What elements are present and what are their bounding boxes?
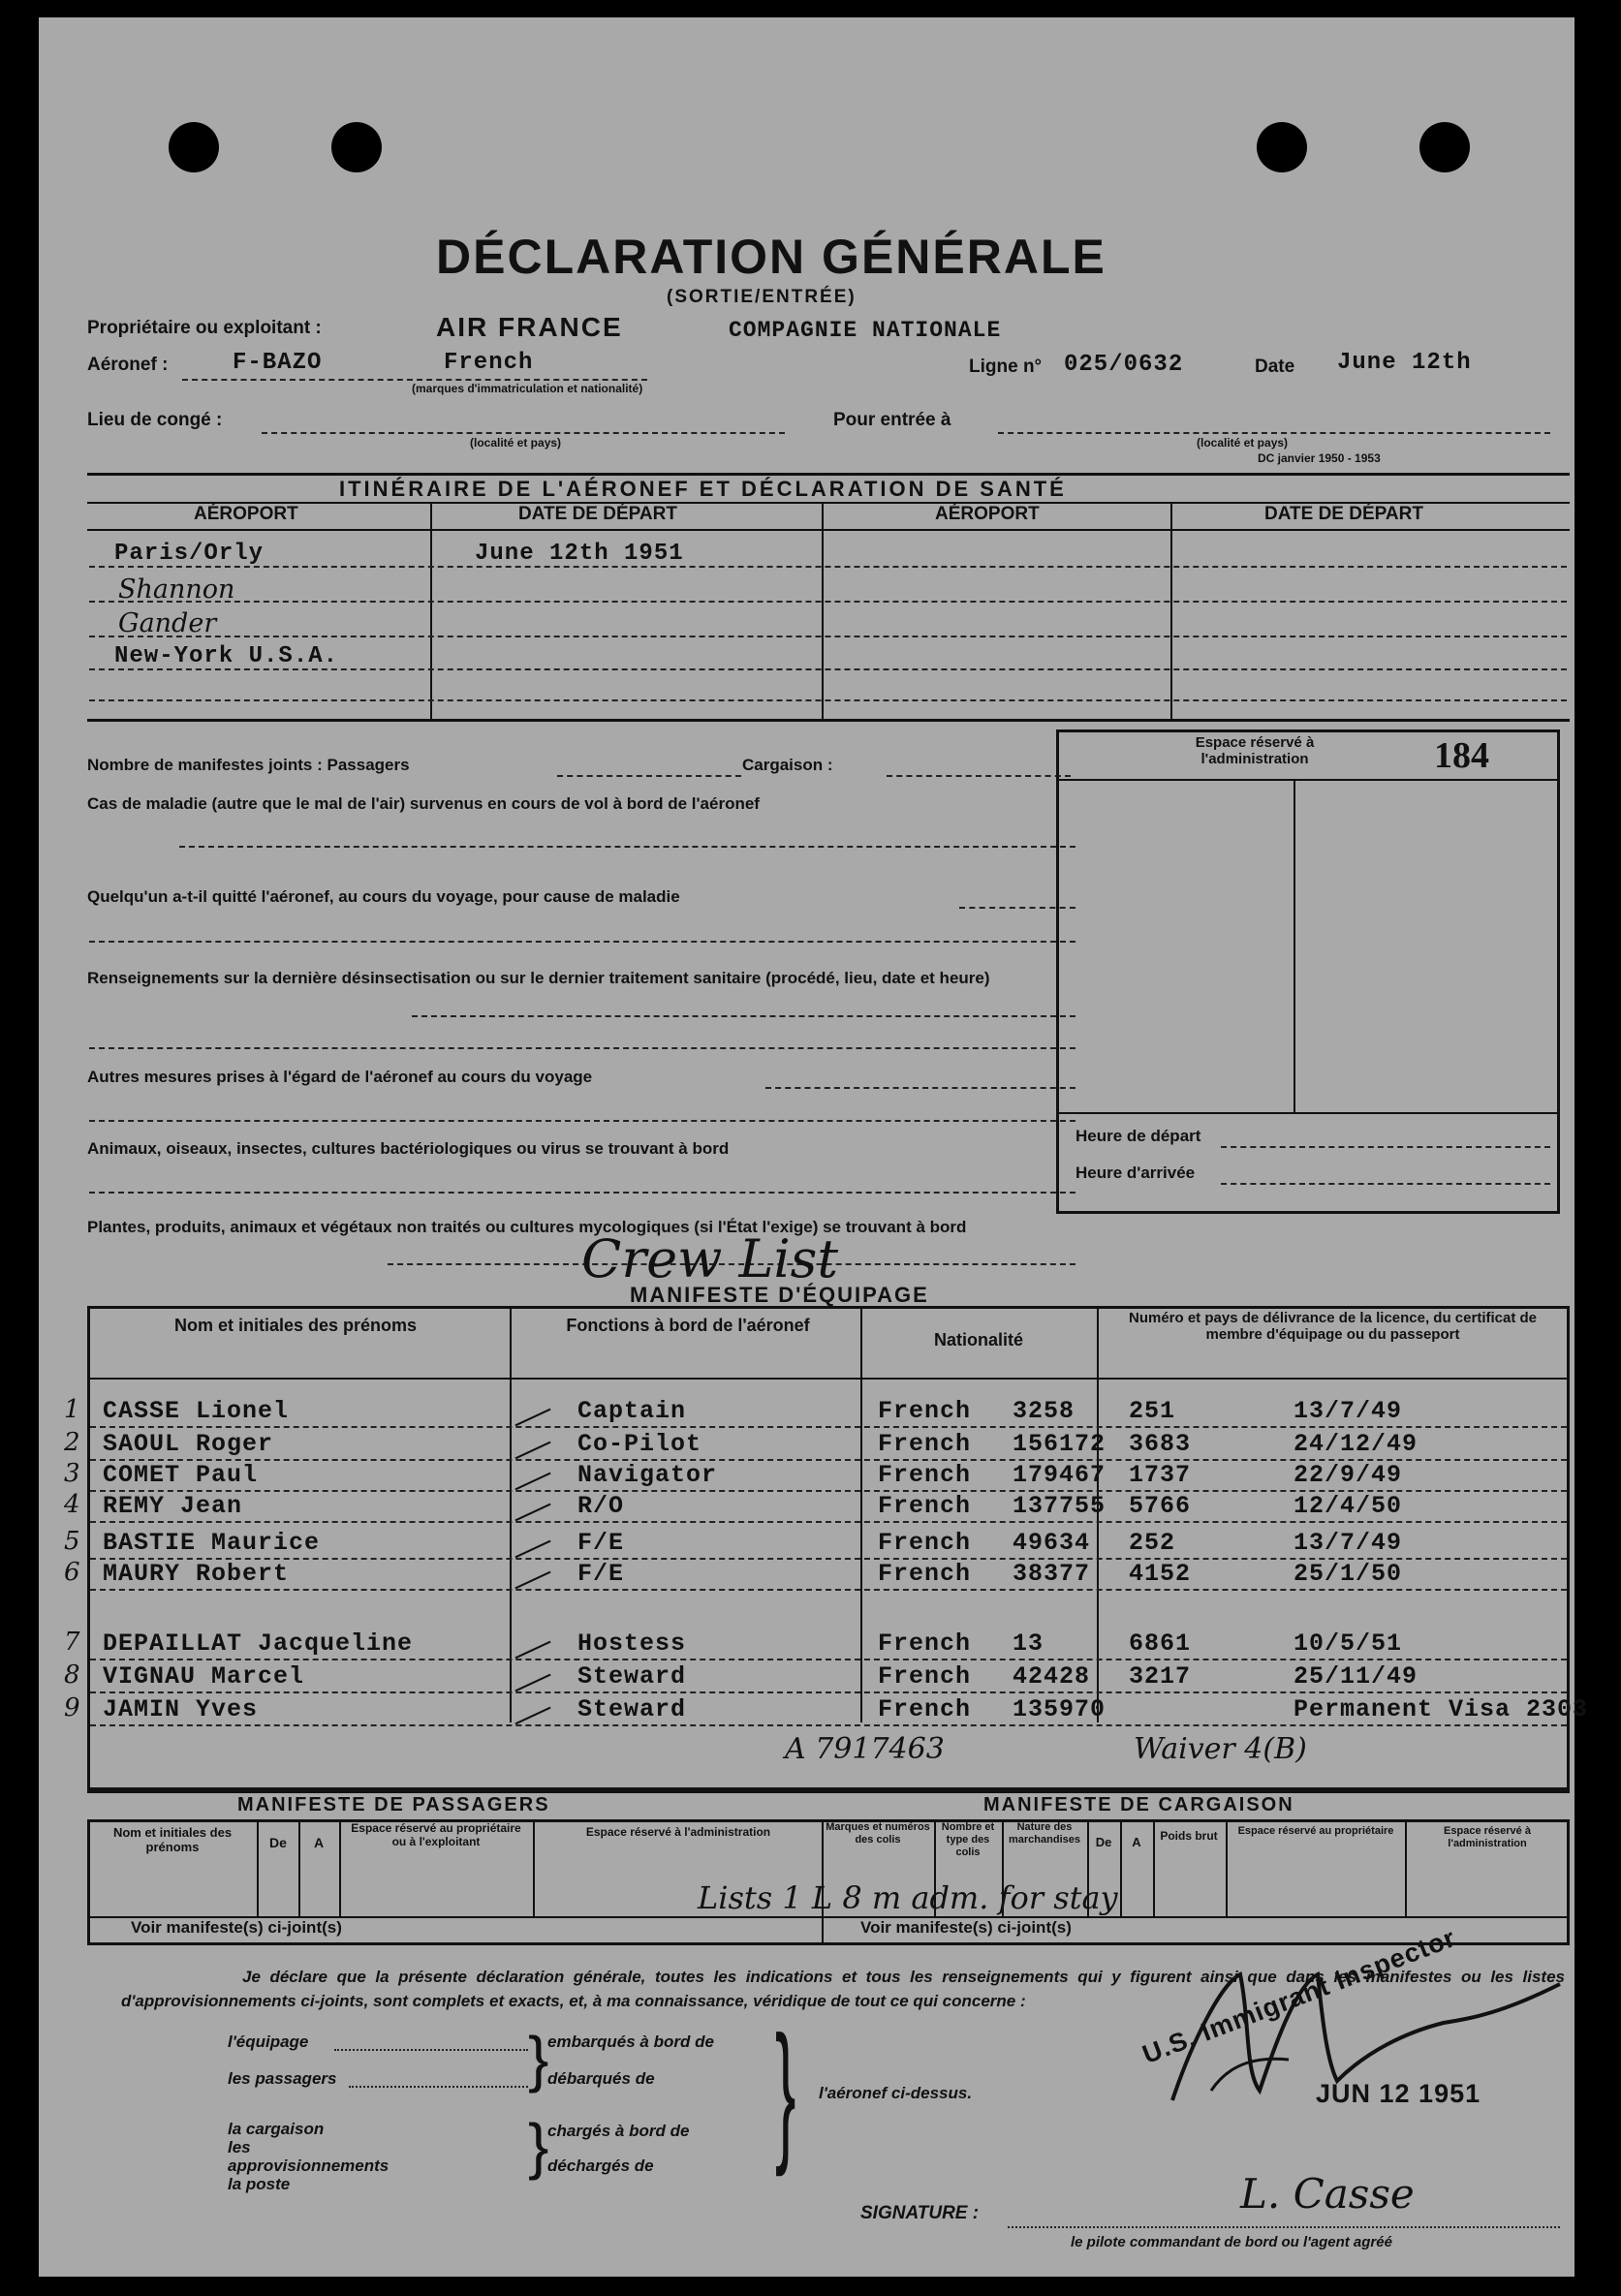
crew-name: DEPAILLAT Jacqueline bbox=[103, 1629, 414, 1658]
crew-license-date: 12/4/50 bbox=[1294, 1492, 1403, 1520]
cargo-col-weight: Poids brut bbox=[1160, 1829, 1218, 1843]
crew-nationality: French bbox=[878, 1629, 972, 1658]
cargo-col-number: Nombre et type des colis bbox=[941, 1821, 995, 1858]
cargo-col-marks: Marques et numéros des colis bbox=[826, 1821, 930, 1846]
crew-col-name: Nom et initiales des prénoms bbox=[173, 1316, 418, 1335]
decl-aircraft: l'aéronef ci-dessus. bbox=[819, 2084, 973, 2102]
pax-col-admin: Espace réservé à l'administration bbox=[585, 1825, 771, 1839]
decl-cargo: la cargaison bbox=[228, 2120, 325, 2138]
decl-supplies: les approvisionnements bbox=[228, 2138, 390, 2175]
crew-col-license: Numéro et pays de délivrance de la licence, du certificat de membre d'équipage ou du passeport bbox=[1129, 1310, 1537, 1343]
departure-label: Lieu de congé : bbox=[87, 410, 223, 430]
crew-license-date: 13/7/49 bbox=[1294, 1397, 1403, 1425]
brace: } bbox=[528, 2111, 549, 2181]
punch-hole bbox=[1257, 122, 1307, 172]
crew-handwritten-note: A 7917463 bbox=[785, 1732, 945, 1766]
signature-note: le pilote commandant de bord ou l'agent agréé bbox=[1071, 2234, 1392, 2250]
crew-col-nationality: Nationalité bbox=[933, 1330, 1023, 1350]
crew-license-number: 6861 bbox=[1129, 1629, 1192, 1658]
form-title: DÉCLARATION GÉNÉRALE bbox=[436, 230, 1107, 284]
crew-number: 42428 bbox=[1013, 1662, 1091, 1691]
itinerary-airport: Paris/Orly bbox=[114, 541, 265, 567]
pax-col-name: Nom et initiales des prénoms bbox=[112, 1825, 233, 1854]
crew-number: 156172 bbox=[1013, 1430, 1107, 1458]
decl-mail: la poste bbox=[228, 2175, 291, 2193]
crew-name: SAOUL Roger bbox=[103, 1430, 274, 1458]
punch-hole bbox=[1419, 122, 1470, 172]
document-page bbox=[39, 17, 1589, 2277]
aircraft-nationality: French bbox=[444, 350, 534, 376]
aircraft-registration: F-BAZO bbox=[233, 350, 323, 376]
col-airport-2: AÉROPORT bbox=[935, 504, 1040, 524]
admin-arrival-time: Heure d'arrivée bbox=[1075, 1164, 1196, 1182]
crew-license-date: 25/11/49 bbox=[1294, 1662, 1418, 1691]
crew-nationality: French bbox=[878, 1560, 972, 1588]
health-question-illness: Cas de maladie (autre que le mal de l'air) survenus en cours de vol à bord de l'aéronef bbox=[87, 794, 760, 813]
crew-license-date: 24/12/49 bbox=[1294, 1430, 1418, 1458]
cargo-handwritten: Lists 1 L 8 m adm. for stay bbox=[698, 1879, 1118, 1916]
crew-row-index: 1 bbox=[64, 1395, 80, 1424]
crew-nationality: French bbox=[878, 1695, 972, 1723]
crew-col-function: Fonctions à bord de l'aéronef bbox=[566, 1316, 810, 1335]
crew-function: F/E bbox=[577, 1560, 625, 1588]
crew-number: 3258 bbox=[1013, 1397, 1075, 1425]
col-departure-date-2: DATE DE DÉPART bbox=[1264, 504, 1423, 524]
line-value: 025/0632 bbox=[1064, 352, 1184, 378]
itinerary-airport: Shannon bbox=[118, 574, 235, 605]
crew-function: Co-Pilot bbox=[577, 1430, 702, 1458]
crew-license-date: 13/7/49 bbox=[1294, 1529, 1403, 1557]
crew-license-date: 25/1/50 bbox=[1294, 1560, 1403, 1588]
health-question-left-aircraft: Quelqu'un a-t-il quitté l'aéronef, au cours du voyage, pour cause de maladie bbox=[87, 887, 680, 906]
crew-function: Hostess bbox=[577, 1629, 687, 1658]
itinerary-airport: Gander bbox=[118, 608, 217, 638]
form-subtitle: (SORTIE/ENTRÉE) bbox=[667, 287, 857, 307]
col-departure-date: DATE DE DÉPART bbox=[518, 504, 677, 524]
stamp-date: JUN 12 1951 bbox=[1316, 2079, 1481, 2108]
punch-hole bbox=[331, 122, 382, 172]
crew-number: 137755 bbox=[1013, 1492, 1107, 1520]
crew-function: F/E bbox=[577, 1529, 625, 1557]
crew-row-index: 7 bbox=[64, 1628, 80, 1657]
crew-license-number: 252 bbox=[1129, 1529, 1176, 1557]
crew-function: R/O bbox=[577, 1492, 625, 1520]
crew-name: REMY Jean bbox=[103, 1492, 243, 1520]
pax-col-owner: Espace réservé au propriétaire ou à l'exploitant bbox=[351, 1821, 521, 1848]
crew-name: COMET Paul bbox=[103, 1461, 259, 1489]
decl-cargo-group bbox=[228, 2120, 390, 2193]
crew-license-number: 4152 bbox=[1129, 1560, 1192, 1588]
decl-unloaded: déchargés de bbox=[547, 2156, 654, 2175]
decl-passengers: les passagers bbox=[228, 2069, 337, 2088]
crew-function: Captain bbox=[577, 1397, 687, 1425]
crew-list-handwritten: Crew List bbox=[581, 1228, 839, 1289]
crew-license-number: 1737 bbox=[1129, 1461, 1192, 1489]
manifests-label: Nombre de manifestes joints : Passagers bbox=[87, 756, 410, 774]
admin-departure-time: Heure de départ bbox=[1075, 1127, 1201, 1145]
crew-row-index: 8 bbox=[64, 1660, 80, 1690]
crew-manifest-title: MANIFESTE D'ÉQUIPAGE bbox=[630, 1283, 929, 1307]
crew-nationality: French bbox=[878, 1492, 972, 1520]
crew-nationality: French bbox=[878, 1430, 972, 1458]
crew-row-index: 5 bbox=[64, 1527, 80, 1556]
crew-row-index: 3 bbox=[64, 1459, 80, 1488]
admin-box-number: 184 bbox=[1434, 735, 1489, 776]
crew-name: CASSE Lionel bbox=[103, 1397, 290, 1425]
crew-number: 135970 bbox=[1013, 1695, 1107, 1723]
crew-number: 179467 bbox=[1013, 1461, 1107, 1489]
crew-row-index: 2 bbox=[64, 1428, 80, 1457]
col-airport: AÉROPORT bbox=[194, 504, 298, 524]
big-brace: } bbox=[775, 2003, 796, 2177]
crew-function: Steward bbox=[577, 1695, 687, 1723]
date-label: Date bbox=[1255, 357, 1295, 377]
passenger-manifest-title: MANIFESTE DE PASSAGERS bbox=[237, 1794, 550, 1815]
pax-col-from: De bbox=[269, 1835, 287, 1850]
itinerary-title: ITINÉRAIRE DE L'AÉRONEF ET DÉCLARATION DE SANTÉ bbox=[339, 477, 1067, 501]
crew-number: 13 bbox=[1013, 1629, 1044, 1658]
cargo-manifest-title: MANIFESTE DE CARGAISON bbox=[983, 1794, 1294, 1815]
date-value: June 12th bbox=[1337, 350, 1472, 376]
line-label: Ligne n° bbox=[969, 357, 1043, 377]
crew-name: VIGNAU Marcel bbox=[103, 1662, 305, 1691]
cargo-col-nature: Nature des marchandises bbox=[1009, 1821, 1080, 1846]
aircraft-label: Aéronef : bbox=[87, 355, 169, 375]
declaration-text: Je déclare que la présente déclaration générale, toutes les indications et tous les renseignements qui y figurent ainsi que dans les manifestes ou les listes d'approvisionnements ci-joints, sont complets et exacts, et, à ma connaissance, véridique de tout ce qui concerne : bbox=[121, 1968, 1565, 2010]
decl-embarked: embarqués à bord de bbox=[547, 2032, 714, 2051]
inspector-signature bbox=[1153, 1945, 1579, 2120]
crew-row-index: 9 bbox=[64, 1693, 80, 1722]
crew-license-number: 5766 bbox=[1129, 1492, 1192, 1520]
health-question-animals: Animaux, oiseaux, insectes, cultures bactériologiques ou virus se trouvant à bord bbox=[87, 1139, 730, 1158]
cargo-col-admin: Espace réservé à l'administration bbox=[1444, 1825, 1531, 1849]
crew-license-date: Permanent Visa 2303 bbox=[1294, 1695, 1589, 1723]
pax-col-to: A bbox=[313, 1835, 325, 1850]
crew-license-date: 10/5/51 bbox=[1294, 1629, 1403, 1658]
crew-name: MAURY Robert bbox=[103, 1560, 290, 1588]
crew-license-number: 3217 bbox=[1129, 1662, 1192, 1691]
inspector-stamp: U.S. Immigrant Inspector bbox=[1138, 1922, 1460, 2070]
entry-note: (localité et pays) bbox=[1197, 436, 1289, 450]
crew-number: 38377 bbox=[1013, 1560, 1091, 1588]
cargo-col-owner: Espace réservé au propriétaire bbox=[1237, 1825, 1394, 1837]
crew-name: JAMIN Yves bbox=[103, 1695, 259, 1723]
crew-nationality: French bbox=[878, 1397, 972, 1425]
departure-note: (localité et pays) bbox=[470, 436, 562, 450]
owner-value: AIR FRANCE bbox=[436, 312, 623, 342]
aircraft-note: (marques d'immatriculation et nationalité) bbox=[412, 382, 643, 395]
crew-handwritten-waiver: Waiver 4(B) bbox=[1134, 1732, 1307, 1766]
decl-crew: l'équipage bbox=[228, 2032, 309, 2051]
decl-loaded: chargés à bord de bbox=[547, 2122, 690, 2140]
cargo-see-manifest: Voir manifeste(s) ci-joint(s) bbox=[860, 1918, 1072, 1937]
owner-label: Propriétaire ou exploitant : bbox=[87, 318, 322, 338]
health-question-plants: Plantes, produits, animaux et végétaux non traités ou cultures mycologiques (si l'État l'exige) se trouvant à bord bbox=[87, 1218, 967, 1236]
entry-label: Pour entrée à bbox=[833, 410, 951, 430]
cargo-count-label: Cargaison : bbox=[742, 756, 833, 774]
form-reference: DC janvier 1950 - 1953 bbox=[1258, 451, 1381, 465]
cargo-col-to: A bbox=[1132, 1835, 1141, 1849]
health-question-disinsection: Renseignements sur la dernière désinsectisation ou sur le dernier traitement sanitaire (procédé, lieu, date et heure) bbox=[87, 969, 990, 987]
punch-hole bbox=[169, 122, 219, 172]
cargo-col-from: De bbox=[1095, 1835, 1112, 1849]
pilot-signature: L. Casse bbox=[1240, 2170, 1415, 2218]
admin-box-label: Espace réservé à l'administration bbox=[1195, 734, 1315, 767]
crew-license-number: 3683 bbox=[1129, 1430, 1192, 1458]
crew-license-date: 22/9/49 bbox=[1294, 1461, 1403, 1489]
crew-function: Navigator bbox=[577, 1461, 718, 1489]
decl-disembarked: débarqués de bbox=[547, 2069, 655, 2088]
pax-see-manifest: Voir manifeste(s) ci-joint(s) bbox=[131, 1918, 342, 1937]
itinerary-date: June 12th 1951 bbox=[475, 541, 684, 567]
crew-number: 49634 bbox=[1013, 1529, 1091, 1557]
brace: } bbox=[528, 2024, 549, 2094]
crew-function: Steward bbox=[577, 1662, 687, 1691]
health-question-measures: Autres mesures prises à l'égard de l'aéronef au cours du voyage bbox=[87, 1068, 593, 1086]
owner-value-2: COMPAGNIE NATIONALE bbox=[729, 318, 1002, 343]
crew-license-number: 251 bbox=[1129, 1397, 1176, 1425]
crew-nationality: French bbox=[878, 1461, 972, 1489]
itinerary-airport: New-York U.S.A. bbox=[114, 643, 339, 669]
crew-row-index: 6 bbox=[64, 1558, 80, 1587]
crew-nationality: French bbox=[878, 1662, 972, 1691]
crew-nationality: French bbox=[878, 1529, 972, 1557]
signature-label: SIGNATURE : bbox=[860, 2203, 980, 2223]
crew-name: BASTIE Maurice bbox=[103, 1529, 321, 1557]
crew-row-index: 4 bbox=[64, 1490, 80, 1519]
